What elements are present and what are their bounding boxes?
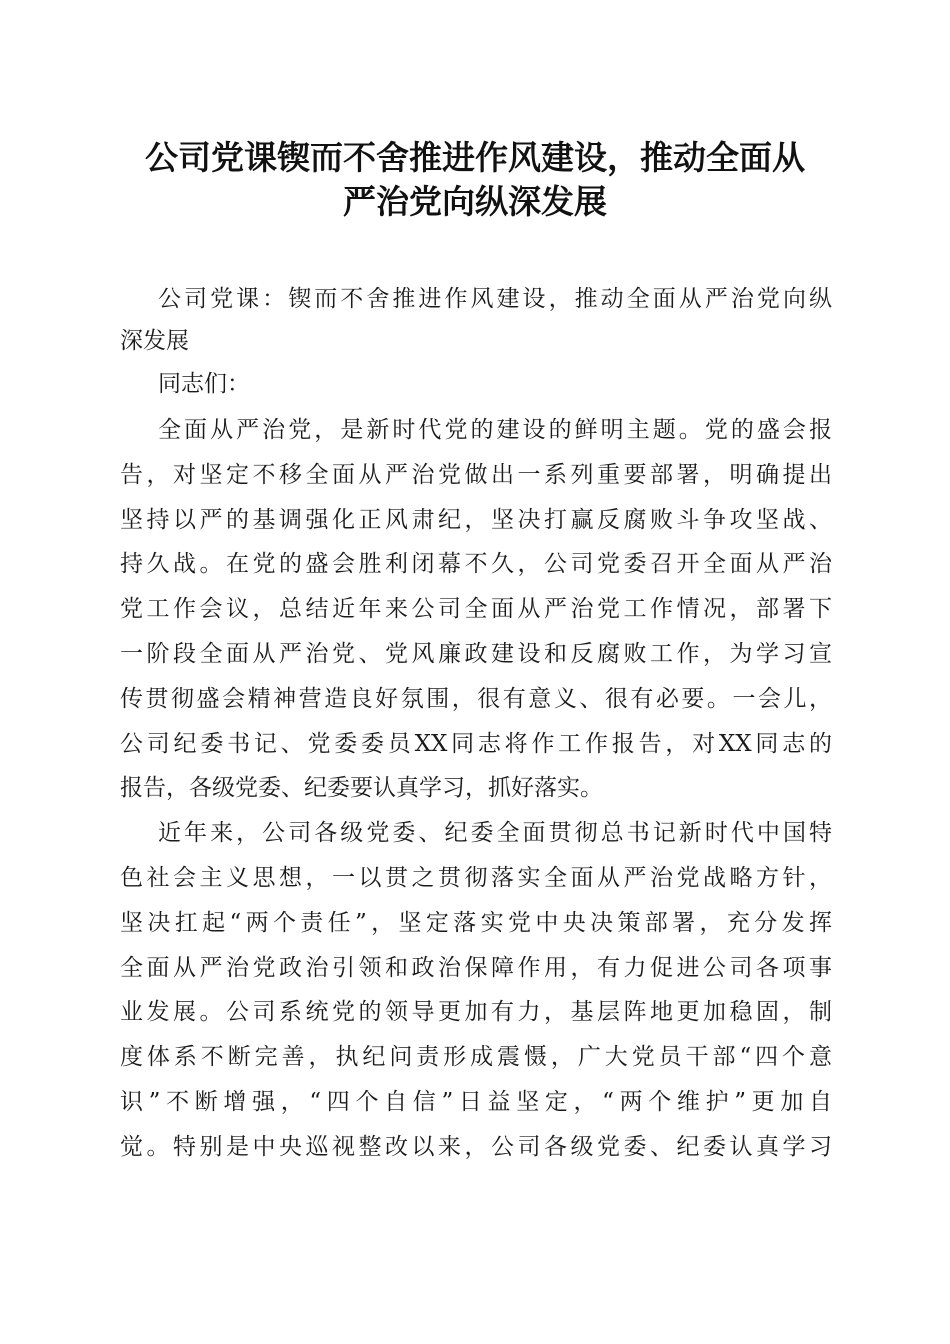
paragraph-line: 觉。特别是中央巡视整改以来，公司各级党委、纪委认真学习 [120, 1134, 832, 1160]
paragraph-line: 报告，各级党委、纪委要认真学习，抓好落实。 [120, 775, 603, 801]
paragraph-line: 近年来，公司各级党委、纪委全面贯彻总书记新时代中国特 [158, 820, 832, 846]
document-title-line-2: 严治党向纵深发展 [343, 182, 607, 221]
paragraph-line: 全面从严治党政治引领和政治保障作用，有力促进公司各项事 [120, 955, 832, 981]
paragraph-line: 全面从严治党，是新时代党的建设的鲜明主题。党的盛会报 [158, 417, 832, 443]
salutation: 同志们： [158, 371, 250, 397]
paragraph-line: 度体系不断完善，执纪问责形成震慑，广大党员干部“四个意 [120, 1044, 832, 1070]
paragraph-line: 党工作会议，总结近年来公司全面从严治党工作情况，部署下 [120, 596, 832, 622]
paragraph-line: 一阶段全面从严治党、党风廉政建设和反腐败工作，为学习宣 [120, 641, 832, 667]
paragraph-line: 识”不断增强，“四个自信”日益坚定，“两个维护”更加自 [120, 1089, 832, 1115]
subtitle-line-2: 深发展 [120, 328, 189, 354]
paragraph-line: 色社会主义思想，一以贯之贯彻落实全面从严治党战略方针， [120, 865, 832, 891]
subtitle-line-1: 公司党课：锲而不舍推进作风建设，推动全面从严治党向纵 [158, 286, 832, 312]
paragraph-line: 坚决扛起“两个责任”，坚定落实党中央决策部署，充分发挥 [120, 910, 832, 936]
paragraph-line: 公司纪委书记、党委委员XX同志将作工作报告，对XX同志的 [120, 731, 832, 757]
paragraph-line: 传贯彻盛会精神营造良好氛围，很有意义、很有必要。一会儿， [120, 686, 832, 712]
document-title-line-1: 公司党课锲而不舍推进作风建设，推动全面从 [145, 138, 805, 177]
paragraph-line: 业发展。公司系统党的领导更加有力，基层阵地更加稳固，制 [120, 999, 832, 1025]
paragraph-line: 坚持以严的基调强化正风肃纪，坚决打赢反腐败斗争攻坚战、 [120, 507, 832, 533]
paragraph-line: 持久战。在党的盛会胜利闭幕不久，公司党委召开全面从严治 [120, 551, 832, 577]
paragraph-line: 告，对坚定不移全面从严治党做出一系列重要部署，明确提出 [120, 462, 832, 488]
